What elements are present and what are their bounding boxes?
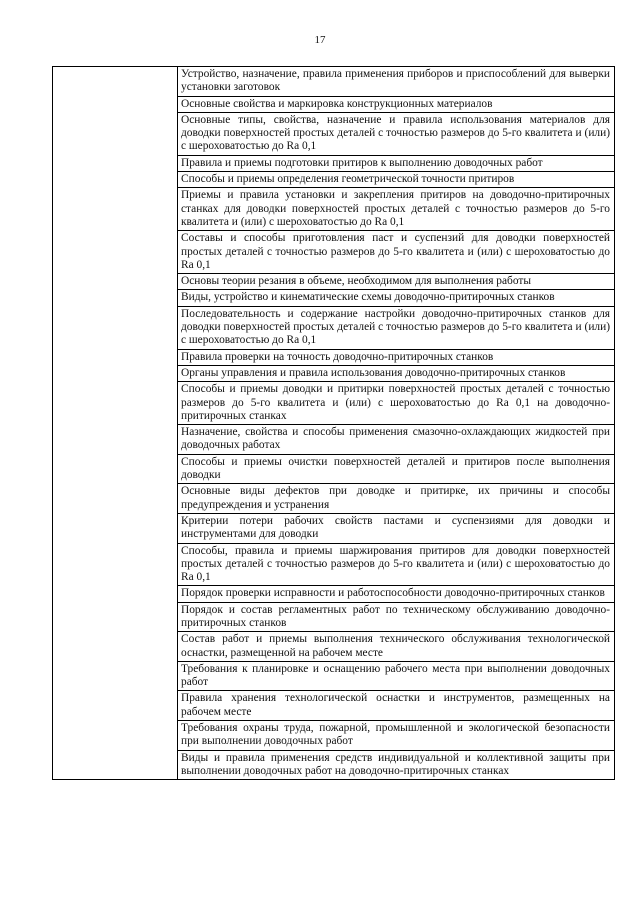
knowledge-item-text: Приемы и правила установки и закрепления притиров на доводочно-притирочных станках для доводки поверхностей простых деталей с точностью размеров до 5-го квалитета и (или) с шероховатостью до Ra 0,1 — [181, 189, 610, 228]
knowledge-item-text: Правила и приемы подготовки притиров к выполнению доводочных работ — [181, 156, 543, 169]
knowledge-item-text: Основные типы, свойства, назначение и правила использования материалов для доводки поверхностей простых деталей с точностью размеров до 5-го квалитета и (или) с шероховатостью до Ra 0,1 — [181, 113, 610, 153]
knowledge-item-text: Способы и приемы определения геометрической точности притиров — [181, 173, 515, 186]
knowledge-item-text: Правила хранения технологической оснастки и инструментов, размещенных на рабочем месте — [181, 692, 610, 718]
knowledge-item-cell — [178, 721, 615, 751]
knowledge-item-text: Основы теории резания в объеме, необходимом для выполнения работы — [181, 275, 532, 288]
knowledge-item-text: Основные виды дефектов при доводке и притирке, их причины и способы предупреждения и устранения — [181, 485, 610, 511]
knowledge-item-text: Порядок проверки исправности и работоспособности доводочно-притирочных станков — [181, 587, 605, 600]
knowledge-item-cell — [178, 306, 615, 349]
knowledge-item-text: Правила проверки на точность доводочно-притирочных станков — [181, 350, 494, 363]
knowledge-item-cell — [178, 382, 615, 425]
knowledge-item-cell — [178, 290, 615, 306]
knowledge-item-cell — [178, 602, 615, 632]
knowledge-item-cell — [178, 750, 615, 780]
knowledge-item-cell — [178, 484, 615, 514]
knowledge-item-cell — [178, 67, 615, 97]
knowledge-item-cell — [178, 513, 615, 543]
knowledge-item-text: Последовательность и содержание настройки доводочно-притирочных станков для доводки поверхностей простых деталей с точностью размеров до 5-го квалитета и (или) с шероховатостью до Ra 0,1 — [181, 307, 610, 347]
knowledge-table — [52, 66, 615, 780]
knowledge-item-text: Критерии потери рабочих свойств пастами и суспензиями для доводки и инструментами для доводки — [181, 514, 610, 541]
table-row — [53, 67, 615, 97]
knowledge-item-text: Способы и приемы доводки и притирки поверхностей простых деталей с точностью размеров до 5-го квалитета и (или) с шероховатостью до Ra 0,1 на доводочно-притирочных станках — [181, 383, 610, 422]
knowledge-item-text: Способы, правила и приемы шаржирования притиров для доводки поверхностей простых деталей с точностью размеров до 5-го квалитета и (или) с шероховатостью до Ra 0,1 — [181, 544, 610, 584]
knowledge-item-text: Устройство, назначение, правила применения приборов и приспособлений для выверки установки заготовок — [181, 68, 610, 94]
knowledge-item-text: Порядок и состав регламентных работ по техническому обслуживанию доводочно-притирочных станков — [181, 603, 610, 629]
knowledge-item-text: Требования к планировке и оснащению рабочего места при выполнении доводочных работ — [181, 662, 610, 689]
knowledge-item-text: Способы и приемы очистки поверхностей деталей и притиров после выполнения доводки — [181, 455, 610, 482]
knowledge-item-cell — [178, 632, 615, 662]
knowledge-item-text: Составы и способы приготовления паст и суспензий для доводки поверхностей простых деталей с точностью размеров до 5-го квалитета и (или) с шероховатостью до Ra 0,1 — [181, 232, 610, 271]
knowledge-item-cell — [178, 365, 615, 381]
knowledge-item-cell — [178, 172, 615, 188]
knowledge-item-text: Основные свойства и маркировка конструкционных материалов — [181, 97, 493, 110]
knowledge-item-cell — [178, 274, 615, 290]
knowledge-item-cell — [178, 691, 615, 721]
knowledge-item-cell — [178, 155, 615, 171]
knowledge-item-cell — [178, 231, 615, 274]
left-column-cell — [53, 67, 178, 780]
knowledge-item-cell — [178, 586, 615, 602]
knowledge-item-cell — [178, 425, 615, 455]
knowledge-item-text: Состав работ и приемы выполнения технического обслуживания технологической оснастки, размещенной на рабочем месте — [181, 633, 610, 659]
knowledge-item-text: Виды и правила применения средств индивидуальной и коллективной защиты при выполнении доводочных работ на доводочно-притирочных станках — [181, 751, 610, 777]
page-number: 17 — [314, 34, 326, 46]
knowledge-item-cell — [178, 543, 615, 586]
knowledge-item-text: Органы управления и правила использования доводочно-притирочных станков — [181, 366, 566, 379]
knowledge-item-cell — [178, 188, 615, 231]
knowledge-item-cell — [178, 112, 615, 155]
knowledge-item-text: Назначение, свойства и способы применения смазочно-охлаждающих жидкостей при доводочных работах — [181, 426, 610, 452]
knowledge-item-cell — [178, 349, 615, 365]
knowledge-item-cell — [178, 454, 615, 484]
knowledge-item-text: Виды, устройство и кинематические схемы доводочно-притирочных станков — [181, 291, 555, 304]
knowledge-item-cell — [178, 96, 615, 112]
knowledge-item-text: Требования охраны труда, пожарной, промышленной и экологической безопасности при выполнении доводочных работ — [181, 722, 610, 748]
knowledge-item-cell — [178, 661, 615, 691]
